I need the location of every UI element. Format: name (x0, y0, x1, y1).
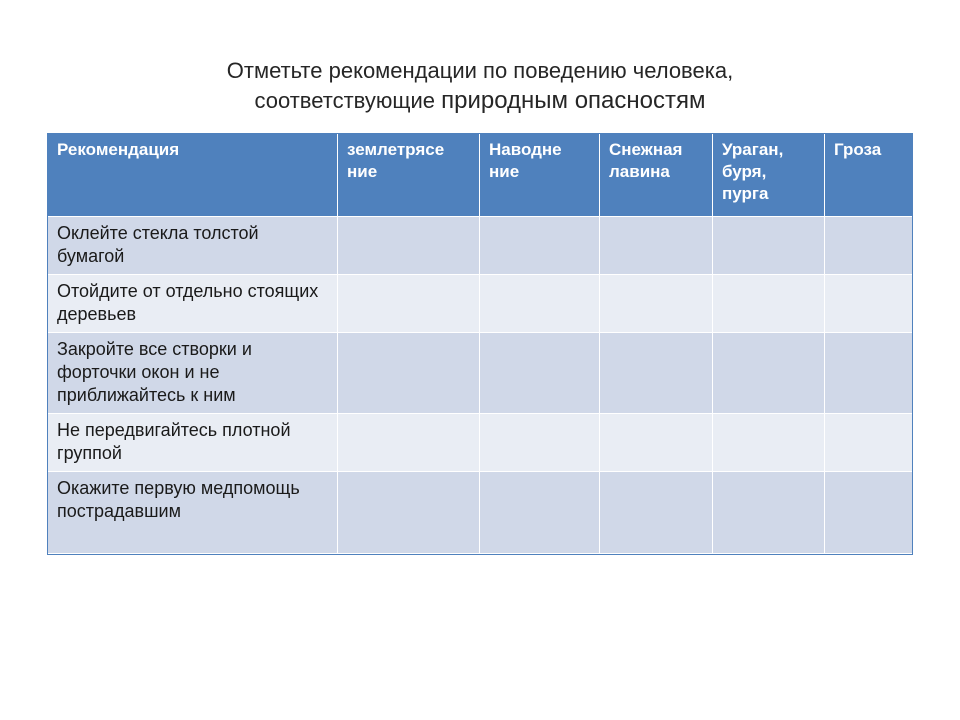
flood-cell[interactable] (480, 414, 600, 472)
flood-cell[interactable] (480, 472, 600, 554)
table-row (48, 275, 914, 333)
header-recommendation: Рекомендация (48, 134, 338, 217)
hurricane-cell[interactable] (713, 414, 825, 472)
avalanche-cell[interactable] (600, 217, 713, 275)
recommendations-table (47, 133, 914, 554)
recommendation-cell: Отойдите от отдельно стоящих деревьев (48, 275, 338, 333)
title-line-2-part-b: природным опасностям (441, 87, 706, 114)
hurricane-cell[interactable] (713, 217, 825, 275)
header-earthquake: землетрясе ние (338, 134, 480, 217)
hurricane-cell[interactable] (713, 472, 825, 554)
hurricane-cell[interactable] (713, 333, 825, 414)
header-thunderstorm: Гроза (825, 134, 914, 217)
header-hurricane: Ураган, буря, пурга (713, 134, 825, 217)
header-flood: Наводне ние (480, 134, 600, 217)
avalanche-cell[interactable] (600, 275, 713, 333)
avalanche-cell[interactable] (600, 414, 713, 472)
flood-cell[interactable] (480, 333, 600, 414)
title-line-1: Отметьте рекомендации по поведению человека, (226, 58, 734, 83)
recommendation-cell: Окажите первую медпомощь пострадавшим (48, 472, 338, 554)
table-row (48, 217, 914, 275)
thunderstorm-cell[interactable] (825, 333, 914, 414)
thunderstorm-cell[interactable] (825, 217, 914, 275)
recommendation-cell: Не передвигайтесь плотной группой (48, 414, 338, 472)
recommendation-cell: Закройте все створки и форточки окон и не приближайтесь к ним (48, 333, 338, 414)
thunderstorm-cell[interactable] (825, 472, 914, 554)
hurricane-cell[interactable] (713, 275, 825, 333)
title-line-2-part-a: соответствующие (254, 88, 442, 113)
table-row (48, 414, 914, 472)
earthquake-cell[interactable] (338, 414, 480, 472)
title-line-2 (0, 86, 960, 116)
table-row (48, 472, 914, 554)
earthquake-cell[interactable] (338, 472, 480, 554)
recommendation-cell: Оклейте стекла толстой бумагой (48, 217, 338, 275)
flood-cell[interactable] (480, 217, 600, 275)
slide-title (0, 56, 960, 116)
flood-cell[interactable] (480, 275, 600, 333)
earthquake-cell[interactable] (338, 217, 480, 275)
table-row (48, 333, 914, 414)
earthquake-cell[interactable] (338, 275, 480, 333)
table-header-row (48, 134, 914, 217)
thunderstorm-cell[interactable] (825, 275, 914, 333)
avalanche-cell[interactable] (600, 333, 713, 414)
earthquake-cell[interactable] (338, 333, 480, 414)
avalanche-cell[interactable] (600, 472, 713, 554)
thunderstorm-cell[interactable] (825, 414, 914, 472)
header-avalanche: Снежная лавина (600, 134, 713, 217)
